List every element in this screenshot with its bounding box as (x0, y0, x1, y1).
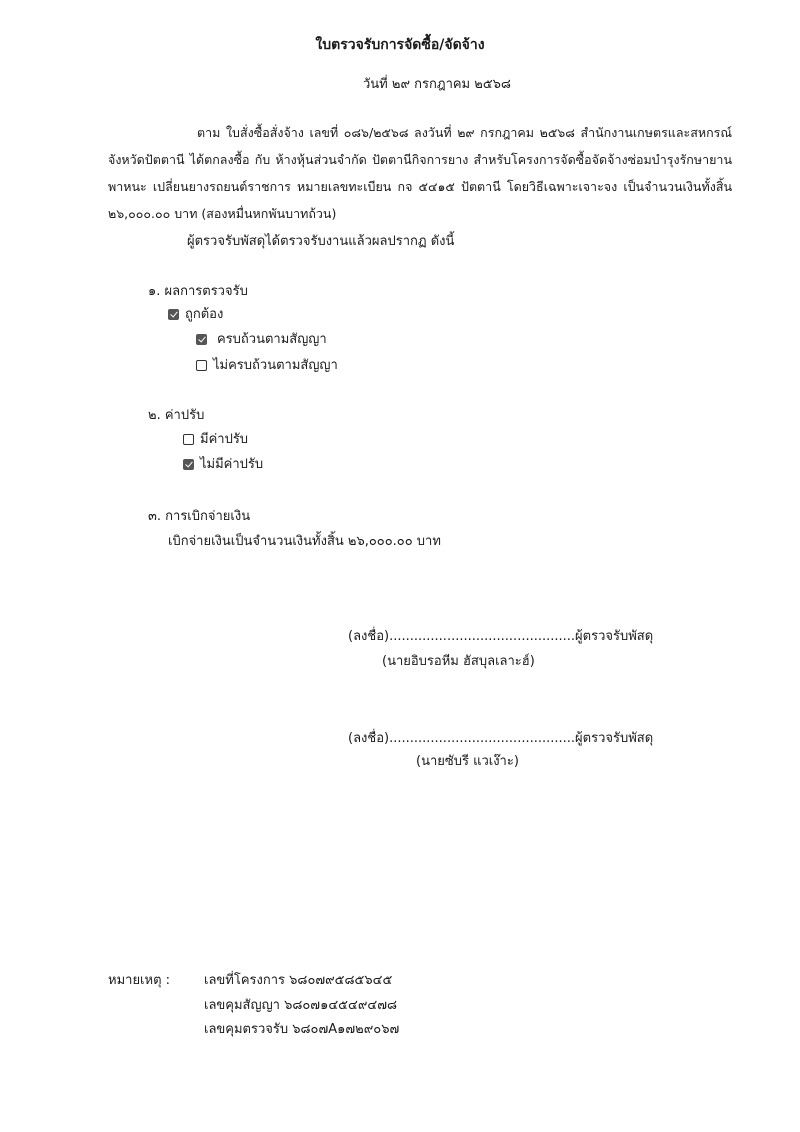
document-date: วันที่ ๒๙ กรกฎาคม ๒๕๖๘ (363, 77, 511, 92)
signer-name-2: (นายซับรี แวเง๊าะ) (416, 754, 519, 769)
inspection-intro: ผู้ตรวจรับพัสดุได้ตรวจรับงานแล้วผลปรากฏ ดังนี้ (187, 234, 455, 249)
project-number: เลขที่โครงการ ๖๘๐๗๙๕๘๕๖๔๕ (204, 973, 393, 988)
correct-option (168, 308, 223, 321)
body-paragraph: ตาม ใบสั่งซื้อสั่งจ้าง เลขที่ ๐๘๖/๒๕๖๘ ลงวันที่ ๒๙ กรกฎาคม ๒๕๖๘ สำนักงานเกษตรและสหกรณ์จังหวัดปัตตานี ได้ตกลงซื้อ กับ ห้างหุ้นส่วนจำกัด ปัตตานีกิจการยาง สำหรับโครงการจัดซื้อจัดจ้างซ่อมบำรุงรักษายานพาหนะ เปลี่ยนยางรถยนต์ราชการ หมายเลขทะเบียน กจ ๕๔๑๕ ปัตตานี โดยวิธีเฉพาะเจาะจง เป็นจำนวนเงินทั้งสิ้น ๒๖,๐๐๐.๐๐ บาท (สองหมื่นหกพันบาทถ้วน) (108, 125, 732, 221)
incomplete-checkbox[interactable] (196, 360, 207, 371)
note-label: หมายเหตุ : (108, 973, 171, 988)
has-fine-option (183, 433, 248, 446)
no-fine-checkbox[interactable] (183, 459, 194, 470)
document-title: ใบตรวจรับการจัดซื้อ/จัดจ้าง (315, 37, 485, 53)
has-fine-checkbox[interactable] (183, 434, 194, 445)
section1-heading: ๑. ผลการตรวจรับ (148, 284, 248, 299)
complete-label: ครบถ้วนตามสัญญา (217, 332, 327, 347)
signature-line-2: (ลงชื่อ).............................................ผู้ตรวจรับพัสดุ (348, 731, 654, 746)
signature-line-1: (ลงชื่อ).............................................ผู้ตรวจรับพัสดุ (348, 629, 654, 644)
incomplete-label: ไม่ครบถ้วนตามสัญญา (213, 358, 338, 373)
correct-checkbox[interactable] (168, 309, 179, 320)
correct-label: ถูกต้อง (185, 307, 224, 322)
signer-name-1: (นายอิบรอหีม ฮัสบุลเลาะฮ์) (382, 654, 535, 669)
contract-number: เลขคุมสัญญา ๖๘๐๗๑๔๕๔๙๔๗๘ (204, 998, 398, 1013)
payment-detail: เบิกจ่ายเงินเป็นจำนวนเงินทั้งสิ้น ๒๖,๐๐๐.๐๐ บาท (168, 534, 441, 549)
inspection-number: เลขคุมตรวจรับ ๖๘๐๗A๑๗๒๙๐๖๗ (204, 1022, 400, 1037)
no-fine-label: ไม่มีค่าปรับ (200, 457, 264, 472)
incomplete-option (196, 359, 338, 372)
section2-heading: ๒. ค่าปรับ (148, 408, 205, 423)
complete-checkbox[interactable] (196, 334, 207, 345)
complete-option (196, 333, 327, 346)
no-fine-option (183, 458, 263, 471)
section3-heading: ๓. การเบิกจ่ายเงิน (148, 509, 251, 524)
has-fine-label: มีค่าปรับ (200, 432, 249, 447)
